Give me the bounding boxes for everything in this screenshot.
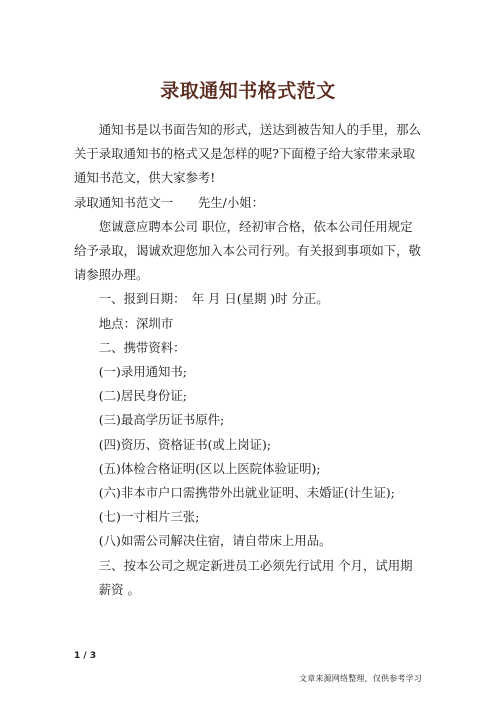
- materials-heading: 二、携带资料：: [98, 339, 186, 355]
- source-note: 文章来源网络整理，仅供参考学习: [299, 674, 422, 683]
- footer-divider: [74, 664, 422, 665]
- list-item: (五)体检合格证明(区以上医院体验证明);: [98, 460, 321, 476]
- report-date-line: 一、报到日期： 年 月 日(星期 )时 分正。: [98, 291, 329, 307]
- probation-line: 三、按本公司之规定新进员工必须先行试用 个月，试用期薪资 。: [98, 557, 413, 597]
- list-item: (八)如需公司解决住宿，请自带床上用品。: [98, 533, 332, 549]
- sample-heading: 录取通知书范文一 先生/小姐：: [74, 194, 265, 210]
- list-item: (六)非本市户口需携带外出就业证明、未婚证(计生证);: [98, 485, 395, 501]
- body-paragraph: 您诚意应聘本公司 职位，经初审合格，依本公司任用规定给予录取，谒诚欢迎您加入本公司行列。有关报到事项如下，敬请参照办理。: [74, 218, 421, 283]
- list-item: (一)录用通知书;: [98, 364, 187, 380]
- list-item: (四)资历、资格证书(或上岗证);: [98, 436, 271, 452]
- page-title: 录取通知书格式范文: [160, 80, 336, 102]
- list-item: (三)最高学历证书原件;: [98, 412, 225, 428]
- page-number: 1 / 3: [74, 651, 97, 661]
- list-item: (七)一寸相片三张;: [98, 509, 200, 525]
- location-line: 地点：深圳市: [98, 315, 174, 331]
- list-item: (二)居民身份证;: [98, 388, 187, 404]
- document-body: [74, 118, 424, 602]
- intro-paragraph: 通知书是以书面告知的形式，送达到被告知人的手里，那么关于录取通知书的格式又是怎样的呢?下面橙子给大家带来录取通知书范文，供大家参考!: [74, 122, 421, 186]
